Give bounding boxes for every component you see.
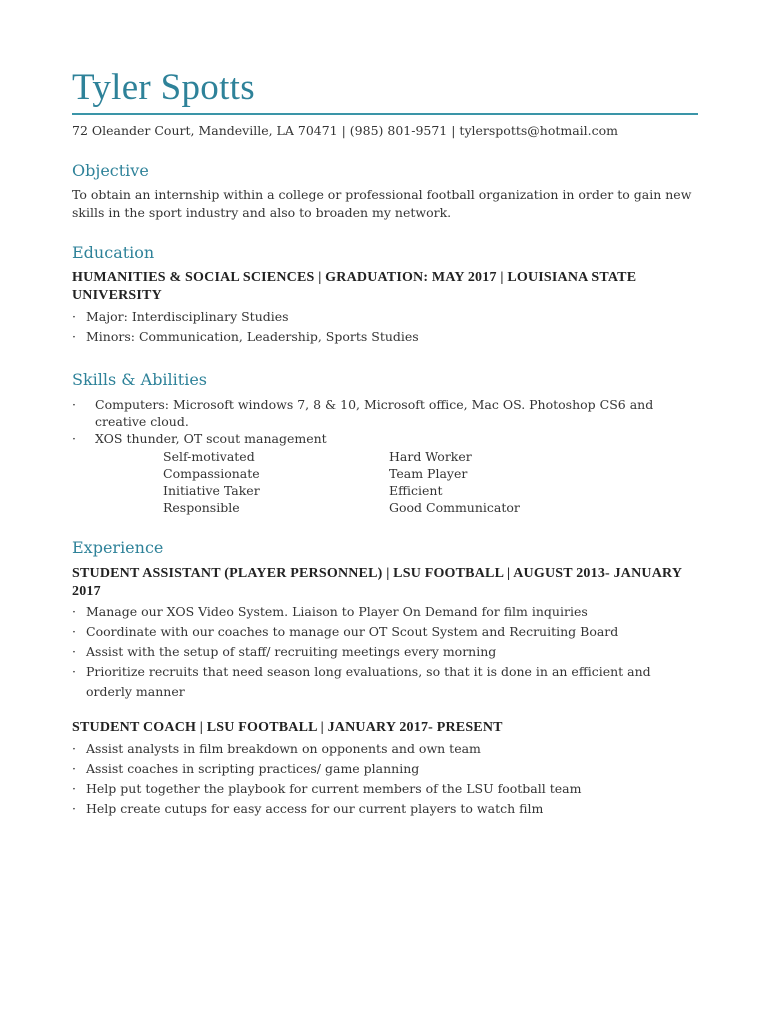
trait-item: Responsible: [163, 500, 240, 515]
list-item-text: Major: Interdisciplinary Studies: [86, 309, 289, 324]
trait-item: Initiative Taker: [163, 483, 260, 498]
bullet-glyph: ·: [72, 664, 76, 679]
bullet-glyph: ·: [72, 329, 76, 344]
bullet-glyph: ·: [72, 644, 76, 659]
bullet-glyph: ·: [72, 309, 76, 324]
list-item: [72, 622, 698, 642]
list-item: [72, 602, 698, 622]
education-entry-title: HUMANITIES & SOCIAL SCIENCES | GRADUATION: MAY 2017 | LOUISIANA STATE UNIVERSITY: [72, 270, 637, 303]
bullet-glyph: ·: [72, 604, 76, 619]
list-item: [72, 799, 698, 819]
bullet-glyph: ·: [72, 761, 76, 776]
trait-item: Team Player: [389, 466, 468, 481]
list-item-text: Assist with the setup of staff/ recruiting meetings every morning: [86, 644, 497, 659]
list-item-text: Assist coaches in scripting practices/ game planning: [86, 761, 420, 776]
job-title: STUDENT COACH | LSU FOOTBALL | JANUARY 2017- PRESENT: [72, 720, 503, 735]
header-divider: [72, 113, 698, 115]
list-item: [72, 307, 698, 327]
list-item-text: Computers: Microsoft windows 7, 8 & 10, Microsoft office, Mac OS. Photoshop CS6 and creative cloud.: [95, 397, 654, 429]
list-item: [72, 739, 698, 759]
resume-name: Tyler Spotts: [72, 67, 255, 108]
list-item-text: Coordinate with our coaches to manage our OT Scout System and Recruiting Board: [86, 624, 619, 639]
objective-heading: Objective: [72, 161, 149, 180]
trait-item: Self-motivated: [163, 449, 255, 464]
trait-item: Compassionate: [163, 466, 260, 481]
bullet-glyph: ·: [72, 801, 76, 816]
list-item-text: Prioritize recruits that need season long evaluations, so that it is done in an efficient and orderly manner: [86, 664, 651, 699]
list-item-text: Manage our XOS Video System. Liaison to Player On Demand for film inquiries: [86, 604, 588, 619]
job-bullets: [72, 739, 698, 819]
job-title: STUDENT ASSISTANT (PLAYER PERSONNEL) | LSU FOOTBALL | AUGUST 2013- JANUARY 2017: [72, 566, 682, 599]
education-bullets: [72, 307, 698, 347]
skills-bullets: [72, 396, 698, 447]
trait-item: Good Communicator: [389, 500, 520, 515]
list-item-text: Minors: Communication, Leadership, Sports Studies: [86, 329, 419, 344]
list-item: [72, 662, 698, 702]
bullet-glyph: ·: [72, 741, 76, 756]
list-item: [72, 430, 698, 447]
job-bullets: [72, 602, 698, 702]
list-item-text: XOS thunder, OT scout management: [95, 431, 327, 446]
list-item: [72, 396, 698, 430]
list-item: [72, 327, 698, 347]
trait-item: Efficient: [389, 483, 443, 498]
bullet-glyph: ·: [72, 397, 76, 412]
skills-heading: Skills & Abilities: [72, 370, 208, 389]
bullet-glyph: ·: [72, 624, 76, 639]
list-item: [72, 759, 698, 779]
education-heading: Education: [72, 243, 155, 262]
contact-line: 72 Oleander Court, Mandeville, LA 70471 | (985) 801-9571 | tylerspotts@hotmail.com: [72, 123, 619, 138]
list-item-text: Help put together the playbook for current members of the LSU football team: [86, 781, 582, 796]
bullet-glyph: ·: [72, 781, 76, 796]
objective-text: To obtain an internship within a college or professional football organization in order to gain new skills in the sport industry and also to broaden my network.: [72, 187, 692, 220]
experience-heading: Experience: [72, 538, 164, 557]
list-item: [72, 779, 698, 799]
bullet-glyph: ·: [72, 431, 76, 446]
trait-item: Hard Worker: [389, 449, 472, 464]
list-item: [72, 642, 698, 662]
list-item-text: Help create cutups for easy access for our current players to watch film: [86, 801, 544, 816]
list-item-text: Assist analysts in film breakdown on opponents and own team: [86, 741, 481, 756]
